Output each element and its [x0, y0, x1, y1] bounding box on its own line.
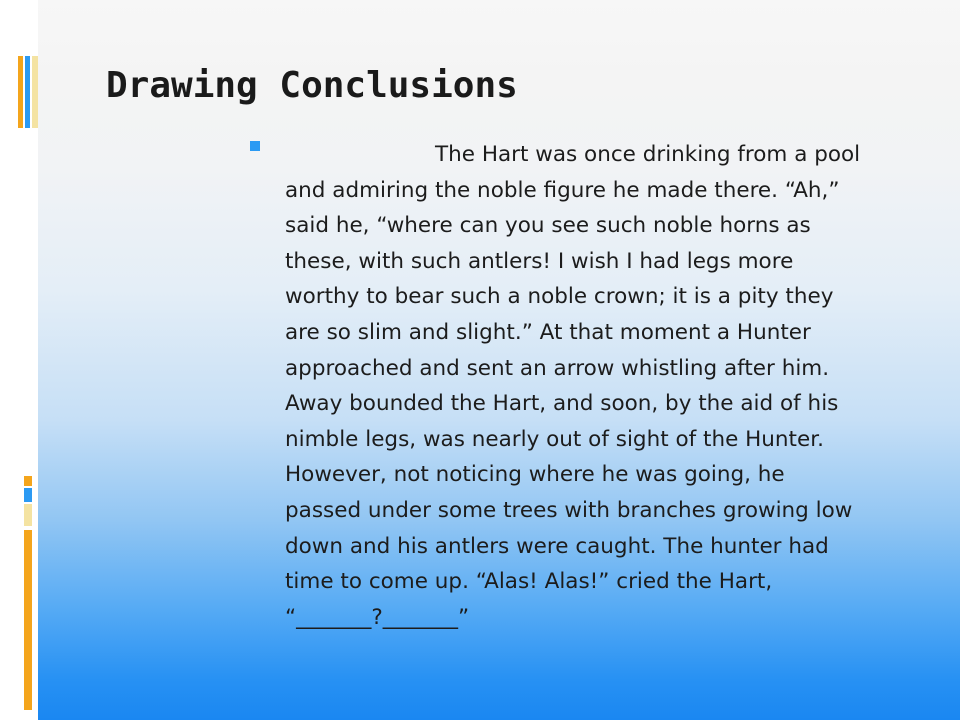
accent-bar-orange-top	[18, 56, 23, 128]
story-line: approached and sent an arrow whistling after him.	[285, 355, 830, 381]
story-line: nimble legs, was nearly out of sight of the Hunter.	[285, 426, 824, 452]
story-line: worthy to bear such a noble crown; it is a pity they	[285, 284, 834, 310]
story-line: Away bounded the Hart, and soon, by the aid of his	[285, 391, 839, 417]
story-line: time to come up. “Alas! Alas!” cried the Hart,	[285, 569, 773, 595]
bottom-accent-bars	[24, 476, 38, 710]
story-line: passed under some trees with branches growing low	[285, 497, 853, 523]
story-line: are so slim and slight.” At that moment a Hunter	[285, 319, 811, 345]
story-line: The Hart was once drinking from a pool	[435, 142, 861, 167]
accent-block-cream	[24, 504, 32, 526]
story-line: However, not noticing where he was going, he	[285, 462, 785, 488]
story-line: these, with such antlers! I wish I had legs more	[285, 248, 794, 274]
slide-title: Drawing Conclusions	[106, 65, 518, 106]
accent-block-orange-2	[24, 530, 32, 710]
story-line: and admiring the noble figure he made there. “Ah,”	[285, 177, 840, 203]
bullet-square-icon	[250, 141, 260, 151]
story-line: said he, “where can you see such noble horns as	[285, 213, 811, 239]
accent-bar-cream-top	[32, 56, 38, 128]
top-accent-bars	[18, 56, 38, 128]
accent-block-orange-1	[24, 476, 32, 486]
story-paragraph	[285, 137, 925, 635]
story-line: down and his antlers were caught. The hunter had	[285, 533, 829, 559]
accent-block-blue	[24, 488, 32, 502]
accent-bar-blue-top	[25, 56, 30, 128]
story-line-blank-answer: “_______?_______”	[285, 604, 470, 630]
